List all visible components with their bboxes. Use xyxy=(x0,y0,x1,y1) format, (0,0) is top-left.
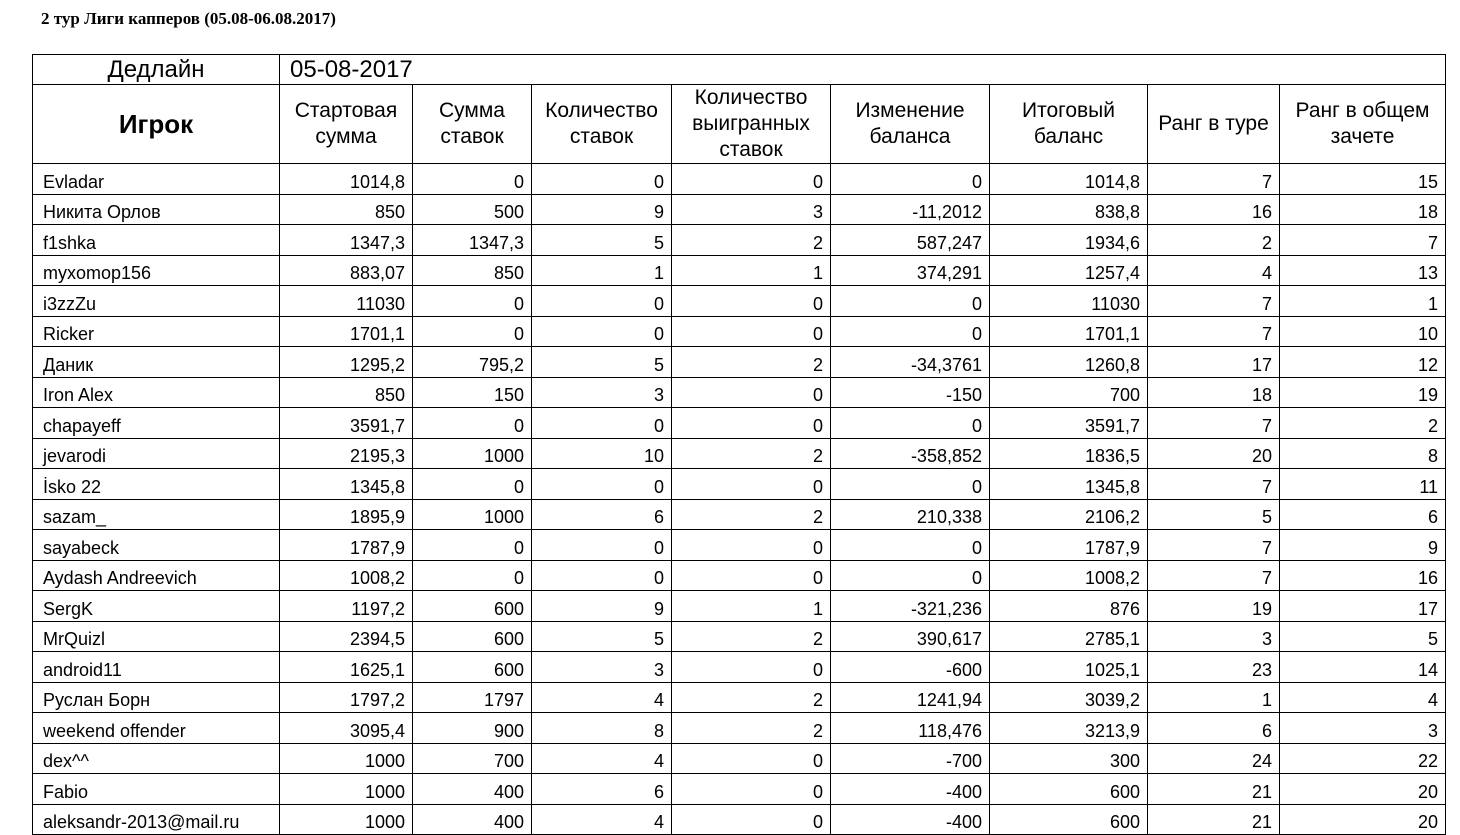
bet-count-cell: 9 xyxy=(532,194,672,225)
final-balance-cell: 1008,2 xyxy=(990,560,1148,591)
player-name-cell: Никита Орлов xyxy=(33,194,280,225)
player-name-cell: weekend offender xyxy=(33,713,280,744)
bet-sum-cell: 0 xyxy=(413,164,532,195)
won-bets-cell: 0 xyxy=(672,560,831,591)
bet-sum-cell: 1000 xyxy=(413,438,532,469)
bet-count-cell: 10 xyxy=(532,438,672,469)
bet-sum-cell: 0 xyxy=(413,316,532,347)
round-rank-cell: 7 xyxy=(1148,469,1280,500)
column-header-won-bets: Количество выигранных ставок xyxy=(672,85,831,164)
starting-amount-cell: 1787,9 xyxy=(280,530,413,561)
bet-sum-cell: 795,2 xyxy=(413,347,532,378)
final-balance-cell: 1345,8 xyxy=(990,469,1148,500)
table-row xyxy=(33,286,1446,317)
starting-amount-cell: 883,07 xyxy=(280,255,413,286)
final-balance-cell: 300 xyxy=(990,743,1148,774)
bet-count-cell: 1 xyxy=(532,255,672,286)
starting-amount-cell: 1345,8 xyxy=(280,469,413,500)
overall-rank-cell: 15 xyxy=(1280,164,1446,195)
player-name-cell: MrQuizl xyxy=(33,621,280,652)
final-balance-cell: 1934,6 xyxy=(990,225,1148,256)
starting-amount-cell: 2394,5 xyxy=(280,621,413,652)
won-bets-cell: 0 xyxy=(672,774,831,805)
round-rank-cell: 2 xyxy=(1148,225,1280,256)
bet-sum-cell: 850 xyxy=(413,255,532,286)
table-row xyxy=(33,225,1446,256)
balance-change-cell: -700 xyxy=(831,743,990,774)
starting-amount-cell: 1347,3 xyxy=(280,225,413,256)
bet-sum-cell: 0 xyxy=(413,530,532,561)
bet-count-cell: 6 xyxy=(532,774,672,805)
bet-sum-cell: 400 xyxy=(413,804,532,835)
column-header-row xyxy=(33,85,1446,164)
overall-rank-cell: 9 xyxy=(1280,530,1446,561)
bet-count-cell: 3 xyxy=(532,652,672,683)
starting-amount-cell: 1701,1 xyxy=(280,316,413,347)
player-name-cell: android11 xyxy=(33,652,280,683)
starting-amount-cell: 3591,7 xyxy=(280,408,413,439)
balance-change-cell: -34,3761 xyxy=(831,347,990,378)
starting-amount-cell: 1000 xyxy=(280,743,413,774)
table-row xyxy=(33,652,1446,683)
final-balance-cell: 3039,2 xyxy=(990,682,1148,713)
balance-change-cell: 0 xyxy=(831,469,990,500)
round-rank-cell: 5 xyxy=(1148,499,1280,530)
won-bets-cell: 0 xyxy=(672,743,831,774)
balance-change-cell: 587,247 xyxy=(831,225,990,256)
balance-change-cell: 0 xyxy=(831,316,990,347)
balance-change-cell: 0 xyxy=(831,408,990,439)
table-row xyxy=(33,682,1446,713)
balance-change-cell: 390,617 xyxy=(831,621,990,652)
bet-count-cell: 0 xyxy=(532,286,672,317)
balance-change-cell: 0 xyxy=(831,530,990,561)
bet-count-cell: 5 xyxy=(532,225,672,256)
won-bets-cell: 2 xyxy=(672,499,831,530)
final-balance-cell: 876 xyxy=(990,591,1148,622)
starting-amount-cell: 1295,2 xyxy=(280,347,413,378)
overall-rank-cell: 18 xyxy=(1280,194,1446,225)
starting-amount-cell: 1625,1 xyxy=(280,652,413,683)
overall-rank-cell: 17 xyxy=(1280,591,1446,622)
final-balance-cell: 1014,8 xyxy=(990,164,1148,195)
bet-count-cell: 8 xyxy=(532,713,672,744)
bet-count-cell: 6 xyxy=(532,499,672,530)
round-rank-cell: 16 xyxy=(1148,194,1280,225)
overall-rank-cell: 12 xyxy=(1280,347,1446,378)
bet-sum-cell: 0 xyxy=(413,286,532,317)
bet-sum-cell: 0 xyxy=(413,560,532,591)
overall-rank-cell: 20 xyxy=(1280,774,1446,805)
overall-rank-cell: 1 xyxy=(1280,286,1446,317)
round-rank-cell: 24 xyxy=(1148,743,1280,774)
starting-amount-cell: 1895,9 xyxy=(280,499,413,530)
bet-count-cell: 0 xyxy=(532,316,672,347)
balance-change-cell: -400 xyxy=(831,774,990,805)
round-rank-cell: 17 xyxy=(1148,347,1280,378)
won-bets-cell: 0 xyxy=(672,164,831,195)
column-header-final-balance: Итоговый баланс xyxy=(990,85,1148,164)
final-balance-cell: 1260,8 xyxy=(990,347,1148,378)
bet-count-cell: 4 xyxy=(532,682,672,713)
deadline-label: Дедлайн xyxy=(33,55,280,85)
overall-rank-cell: 13 xyxy=(1280,255,1446,286)
round-rank-cell: 20 xyxy=(1148,438,1280,469)
overall-rank-cell: 14 xyxy=(1280,652,1446,683)
balance-change-cell: 210,338 xyxy=(831,499,990,530)
overall-rank-cell: 4 xyxy=(1280,682,1446,713)
overall-rank-cell: 19 xyxy=(1280,377,1446,408)
bet-sum-cell: 1000 xyxy=(413,499,532,530)
table-row xyxy=(33,255,1446,286)
bet-sum-cell: 1797 xyxy=(413,682,532,713)
column-header-balance-change: Изменение баланса xyxy=(831,85,990,164)
won-bets-cell: 0 xyxy=(672,530,831,561)
won-bets-cell: 2 xyxy=(672,621,831,652)
overall-rank-cell: 8 xyxy=(1280,438,1446,469)
starting-amount-cell: 1000 xyxy=(280,774,413,805)
column-header-starting-amount: Стартовая сумма xyxy=(280,85,413,164)
won-bets-cell: 1 xyxy=(672,255,831,286)
overall-rank-cell: 11 xyxy=(1280,469,1446,500)
table-row xyxy=(33,377,1446,408)
bet-count-cell: 4 xyxy=(532,804,672,835)
won-bets-cell: 0 xyxy=(672,316,831,347)
table-row xyxy=(33,774,1446,805)
balance-change-cell: -321,236 xyxy=(831,591,990,622)
bet-count-cell: 5 xyxy=(532,347,672,378)
won-bets-cell: 3 xyxy=(672,194,831,225)
column-header-overall-rank: Ранг в общем зачете xyxy=(1280,85,1446,164)
player-name-cell: Руслан Борн xyxy=(33,682,280,713)
table-row xyxy=(33,438,1446,469)
table-row xyxy=(33,499,1446,530)
table-row xyxy=(33,804,1446,835)
balance-change-cell: -600 xyxy=(831,652,990,683)
column-header-bet-sum: Сумма ставок xyxy=(413,85,532,164)
starting-amount-cell: 1797,2 xyxy=(280,682,413,713)
player-name-cell: İsko 22 xyxy=(33,469,280,500)
bet-sum-cell: 900 xyxy=(413,713,532,744)
balance-change-cell: -150 xyxy=(831,377,990,408)
player-name-cell: jevarodi xyxy=(33,438,280,469)
overall-rank-cell: 7 xyxy=(1280,225,1446,256)
balance-change-cell: 118,476 xyxy=(831,713,990,744)
bet-count-cell: 0 xyxy=(532,164,672,195)
final-balance-cell: 1787,9 xyxy=(990,530,1148,561)
final-balance-cell: 700 xyxy=(990,377,1148,408)
won-bets-cell: 2 xyxy=(672,713,831,744)
starting-amount-cell: 2195,3 xyxy=(280,438,413,469)
won-bets-cell: 0 xyxy=(672,652,831,683)
player-name-cell: Iron Alex xyxy=(33,377,280,408)
final-balance-cell: 3591,7 xyxy=(990,408,1148,439)
starting-amount-cell: 850 xyxy=(280,194,413,225)
overall-rank-cell: 20 xyxy=(1280,804,1446,835)
bet-sum-cell: 600 xyxy=(413,591,532,622)
round-rank-cell: 19 xyxy=(1148,591,1280,622)
bet-count-cell: 9 xyxy=(532,591,672,622)
starting-amount-cell: 1197,2 xyxy=(280,591,413,622)
round-rank-cell: 7 xyxy=(1148,164,1280,195)
balance-change-cell: 0 xyxy=(831,164,990,195)
overall-rank-cell: 10 xyxy=(1280,316,1446,347)
balance-change-cell: -11,2012 xyxy=(831,194,990,225)
final-balance-cell: 1025,1 xyxy=(990,652,1148,683)
player-name-cell: aleksandr-2013@mail.ru xyxy=(33,804,280,835)
overall-rank-cell: 6 xyxy=(1280,499,1446,530)
player-name-cell: sayabeck xyxy=(33,530,280,561)
round-rank-cell: 1 xyxy=(1148,682,1280,713)
player-name-cell: Даник xyxy=(33,347,280,378)
final-balance-cell: 600 xyxy=(990,804,1148,835)
table-row xyxy=(33,194,1446,225)
balance-change-cell: 374,291 xyxy=(831,255,990,286)
bet-sum-cell: 600 xyxy=(413,621,532,652)
bet-count-cell: 0 xyxy=(532,469,672,500)
won-bets-cell: 2 xyxy=(672,682,831,713)
round-rank-cell: 4 xyxy=(1148,255,1280,286)
round-rank-cell: 7 xyxy=(1148,530,1280,561)
starting-amount-cell: 1014,8 xyxy=(280,164,413,195)
player-name-cell: Ricker xyxy=(33,316,280,347)
table-row xyxy=(33,347,1446,378)
balance-change-cell: 0 xyxy=(831,560,990,591)
deadline-value: 05-08-2017 xyxy=(280,55,1446,85)
table-row xyxy=(33,316,1446,347)
round-rank-cell: 18 xyxy=(1148,377,1280,408)
won-bets-cell: 2 xyxy=(672,347,831,378)
player-name-cell: myxomop156 xyxy=(33,255,280,286)
starting-amount-cell: 11030 xyxy=(280,286,413,317)
balance-change-cell: 1241,94 xyxy=(831,682,990,713)
player-name-cell: chapayeff xyxy=(33,408,280,439)
overall-rank-cell: 2 xyxy=(1280,408,1446,439)
won-bets-cell: 0 xyxy=(672,408,831,439)
balance-change-cell: -358,852 xyxy=(831,438,990,469)
won-bets-cell: 0 xyxy=(672,377,831,408)
overall-rank-cell: 3 xyxy=(1280,713,1446,744)
bet-count-cell: 3 xyxy=(532,377,672,408)
player-name-cell: SergK xyxy=(33,591,280,622)
league-standings-table xyxy=(32,54,1446,835)
player-name-cell: Aydash Andreevich xyxy=(33,560,280,591)
won-bets-cell: 1 xyxy=(672,591,831,622)
round-rank-cell: 7 xyxy=(1148,408,1280,439)
round-rank-cell: 21 xyxy=(1148,774,1280,805)
player-name-cell: sazam_ xyxy=(33,499,280,530)
starting-amount-cell: 1008,2 xyxy=(280,560,413,591)
table-row xyxy=(33,743,1446,774)
bet-count-cell: 4 xyxy=(532,743,672,774)
bet-count-cell: 5 xyxy=(532,621,672,652)
table-row xyxy=(33,530,1446,561)
player-name-cell: Evladar xyxy=(33,164,280,195)
won-bets-cell: 0 xyxy=(672,804,831,835)
final-balance-cell: 2106,2 xyxy=(990,499,1148,530)
final-balance-cell: 838,8 xyxy=(990,194,1148,225)
balance-change-cell: -400 xyxy=(831,804,990,835)
table-row xyxy=(33,164,1446,195)
won-bets-cell: 2 xyxy=(672,225,831,256)
round-rank-cell: 7 xyxy=(1148,286,1280,317)
deadline-row xyxy=(33,55,1446,85)
round-rank-cell: 23 xyxy=(1148,652,1280,683)
round-rank-cell: 6 xyxy=(1148,713,1280,744)
starting-amount-cell: 1000 xyxy=(280,804,413,835)
starting-amount-cell: 3095,4 xyxy=(280,713,413,744)
table-row xyxy=(33,621,1446,652)
balance-change-cell: 0 xyxy=(831,286,990,317)
bet-sum-cell: 700 xyxy=(413,743,532,774)
bet-count-cell: 0 xyxy=(532,530,672,561)
overall-rank-cell: 16 xyxy=(1280,560,1446,591)
won-bets-cell: 2 xyxy=(672,438,831,469)
column-header-bet-count: Количество ставок xyxy=(532,85,672,164)
bet-sum-cell: 0 xyxy=(413,408,532,439)
bet-sum-cell: 600 xyxy=(413,652,532,683)
final-balance-cell: 1836,5 xyxy=(990,438,1148,469)
table-row xyxy=(33,713,1446,744)
player-name-cell: i3zzZu xyxy=(33,286,280,317)
table-row xyxy=(33,560,1446,591)
document-title: 2 тур Лиги капперов (05.08-06.08.2017) xyxy=(41,9,336,28)
bet-sum-cell: 500 xyxy=(413,194,532,225)
final-balance-cell: 600 xyxy=(990,774,1148,805)
final-balance-cell: 1701,1 xyxy=(990,316,1148,347)
won-bets-cell: 0 xyxy=(672,469,831,500)
round-rank-cell: 21 xyxy=(1148,804,1280,835)
table-row xyxy=(33,469,1446,500)
bet-sum-cell: 1347,3 xyxy=(413,225,532,256)
round-rank-cell: 7 xyxy=(1148,316,1280,347)
player-name-cell: f1shka xyxy=(33,225,280,256)
bet-count-cell: 0 xyxy=(532,408,672,439)
bet-sum-cell: 0 xyxy=(413,469,532,500)
table-row xyxy=(33,591,1446,622)
column-header-round-rank: Ранг в туре xyxy=(1148,85,1280,164)
column-header-player: Игрок xyxy=(33,85,280,164)
bet-count-cell: 0 xyxy=(532,560,672,591)
player-name-cell: dex^^ xyxy=(33,743,280,774)
round-rank-cell: 3 xyxy=(1148,621,1280,652)
table-row xyxy=(33,408,1446,439)
bet-sum-cell: 400 xyxy=(413,774,532,805)
final-balance-cell: 2785,1 xyxy=(990,621,1148,652)
won-bets-cell: 0 xyxy=(672,286,831,317)
overall-rank-cell: 5 xyxy=(1280,621,1446,652)
player-name-cell: Fabio xyxy=(33,774,280,805)
bet-sum-cell: 150 xyxy=(413,377,532,408)
final-balance-cell: 11030 xyxy=(990,286,1148,317)
overall-rank-cell: 22 xyxy=(1280,743,1446,774)
final-balance-cell: 3213,9 xyxy=(990,713,1148,744)
starting-amount-cell: 850 xyxy=(280,377,413,408)
final-balance-cell: 1257,4 xyxy=(990,255,1148,286)
round-rank-cell: 7 xyxy=(1148,560,1280,591)
